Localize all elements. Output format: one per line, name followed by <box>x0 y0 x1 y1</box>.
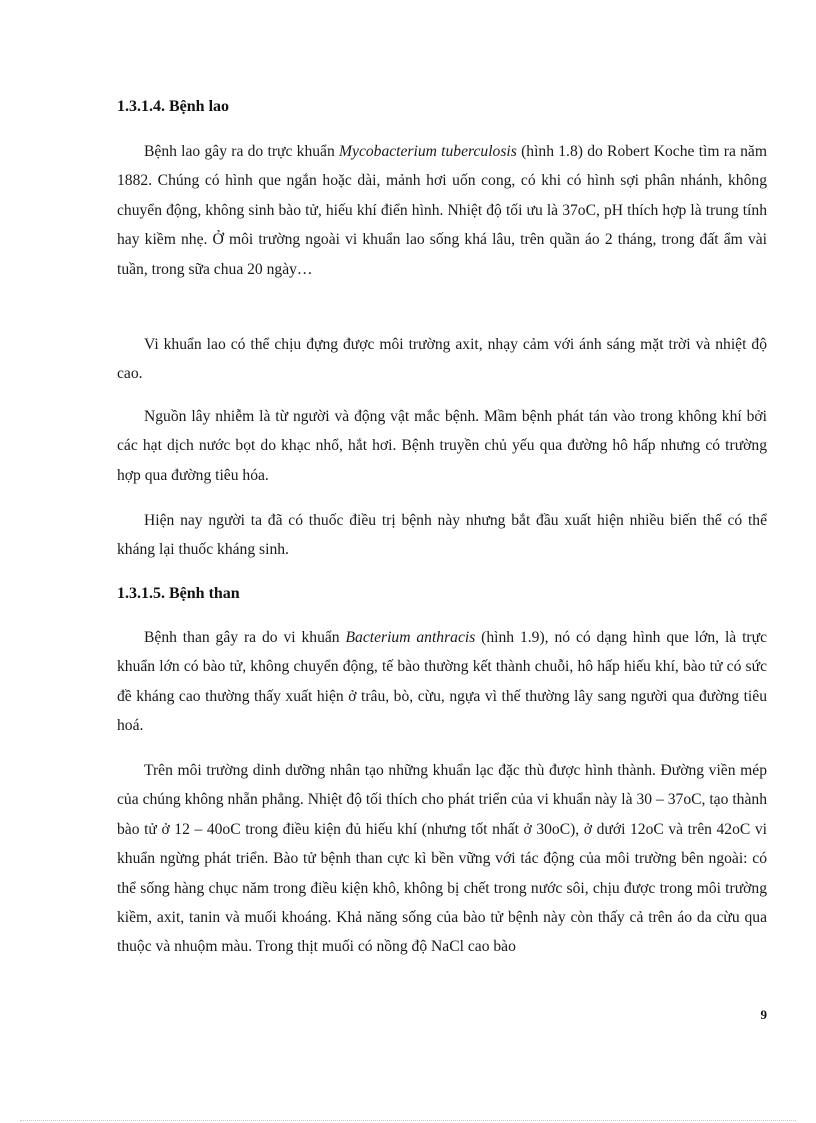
paragraph: Trên môi trường dinh dưỡng nhân tạo những khuẩn lạc đặc thù được hình thành. Đường viền mép của chúng không nhẵn phẳng. Nhiệt độ tối thích cho phát triển của vi khuẩn này là 30 – 37oC, tạo thành bào tử ở 12 – 40oC trong điều kiện đủ hiếu khí (nhưng tốt nhất ở 30oC), ở dưới 12oC và trên 42oC vi khuẩn ngừng phát triển. Bào tử bệnh than cực kì bền vững với tác động của môi trường bên ngoài: có thể sống hàng chục năm trong điều kiện khô, không bị chết trong nước sôi, chịu được trong môi trường kiềm, axit, tanin và muối khoáng. Khả năng sống của bào tử bệnh này còn thấy cả trên áo da cừu qua thuộc và nhuộm màu. Trong thịt muối có nồng độ NaCl cao bào <box>117 762 767 956</box>
paragraph: Vi khuẩn lao có thể chịu đựng được môi trường axit, nhạy cảm với ánh sáng mặt trời và nhiệt độ cao. <box>117 336 767 383</box>
species-name: Bacterium anthracis <box>345 629 476 646</box>
paragraph: Hiện nay người ta đã có thuốc điều trị bệnh này nhưng bắt đầu xuất hiện nhiều biến thể có thể kháng lại thuốc kháng sinh. <box>117 512 767 559</box>
species-name: Mycobacterium tuberculosis <box>339 143 517 160</box>
section-heading-lao: 1.3.1.4. Bệnh lao <box>117 98 230 115</box>
page-number: 9 <box>760 1007 767 1022</box>
page-boundary-divider <box>20 1120 796 1121</box>
paragraph-text: (hình 1.8) do Robert Koche tìm ra năm 1882. Chúng có hình que ngắn hoặc dài, mảnh hơi uốn cong, có khi có hình sợi phân nhánh, không chuyển động, không sinh bào tử, hiếu khí điển hình. Nhiệt độ tối ưu là 37oC, pH thích hợp là trung tính hay kiềm nhẹ. Ở môi trường ngoài vi khuẩn lao sống khá lâu, trên quần áo 2 tháng, trong đất ẩm vài tuần, trong sữa chua 20 ngày… <box>117 143 767 278</box>
paragraph-text: Bệnh lao gây ra do trực khuẩn <box>144 143 340 160</box>
paragraph-text: (hình 1.9), nó có dạng hình que lớn, là trực khuẩn lớn có bào tử, không chuyển động, tế bào thường kết thành chuỗi, hô hấp hiếu khí, bào tử có sức đề kháng cao thường thấy xuất hiện ở trâu, bò, cừu, ngựa vì thế thường lây sang người qua đường tiêu hoá. <box>117 629 768 735</box>
paragraph-text: Bệnh than gây ra do vi khuẩn <box>144 629 346 646</box>
section-heading-than: 1.3.1.5. Bệnh than <box>117 585 240 602</box>
paragraph: Nguồn lây nhiễm là từ người và động vật mắc bệnh. Mầm bệnh phát tán vào trong không khí bởi các hạt dịch nước bọt do khạc nhổ, hắt hơi. Bệnh truyền chủ yếu qua đường hô hấp nhưng có trường hợp qua đường tiêu hóa. <box>117 408 767 484</box>
paragraph <box>117 137 767 284</box>
paragraph <box>117 623 767 741</box>
